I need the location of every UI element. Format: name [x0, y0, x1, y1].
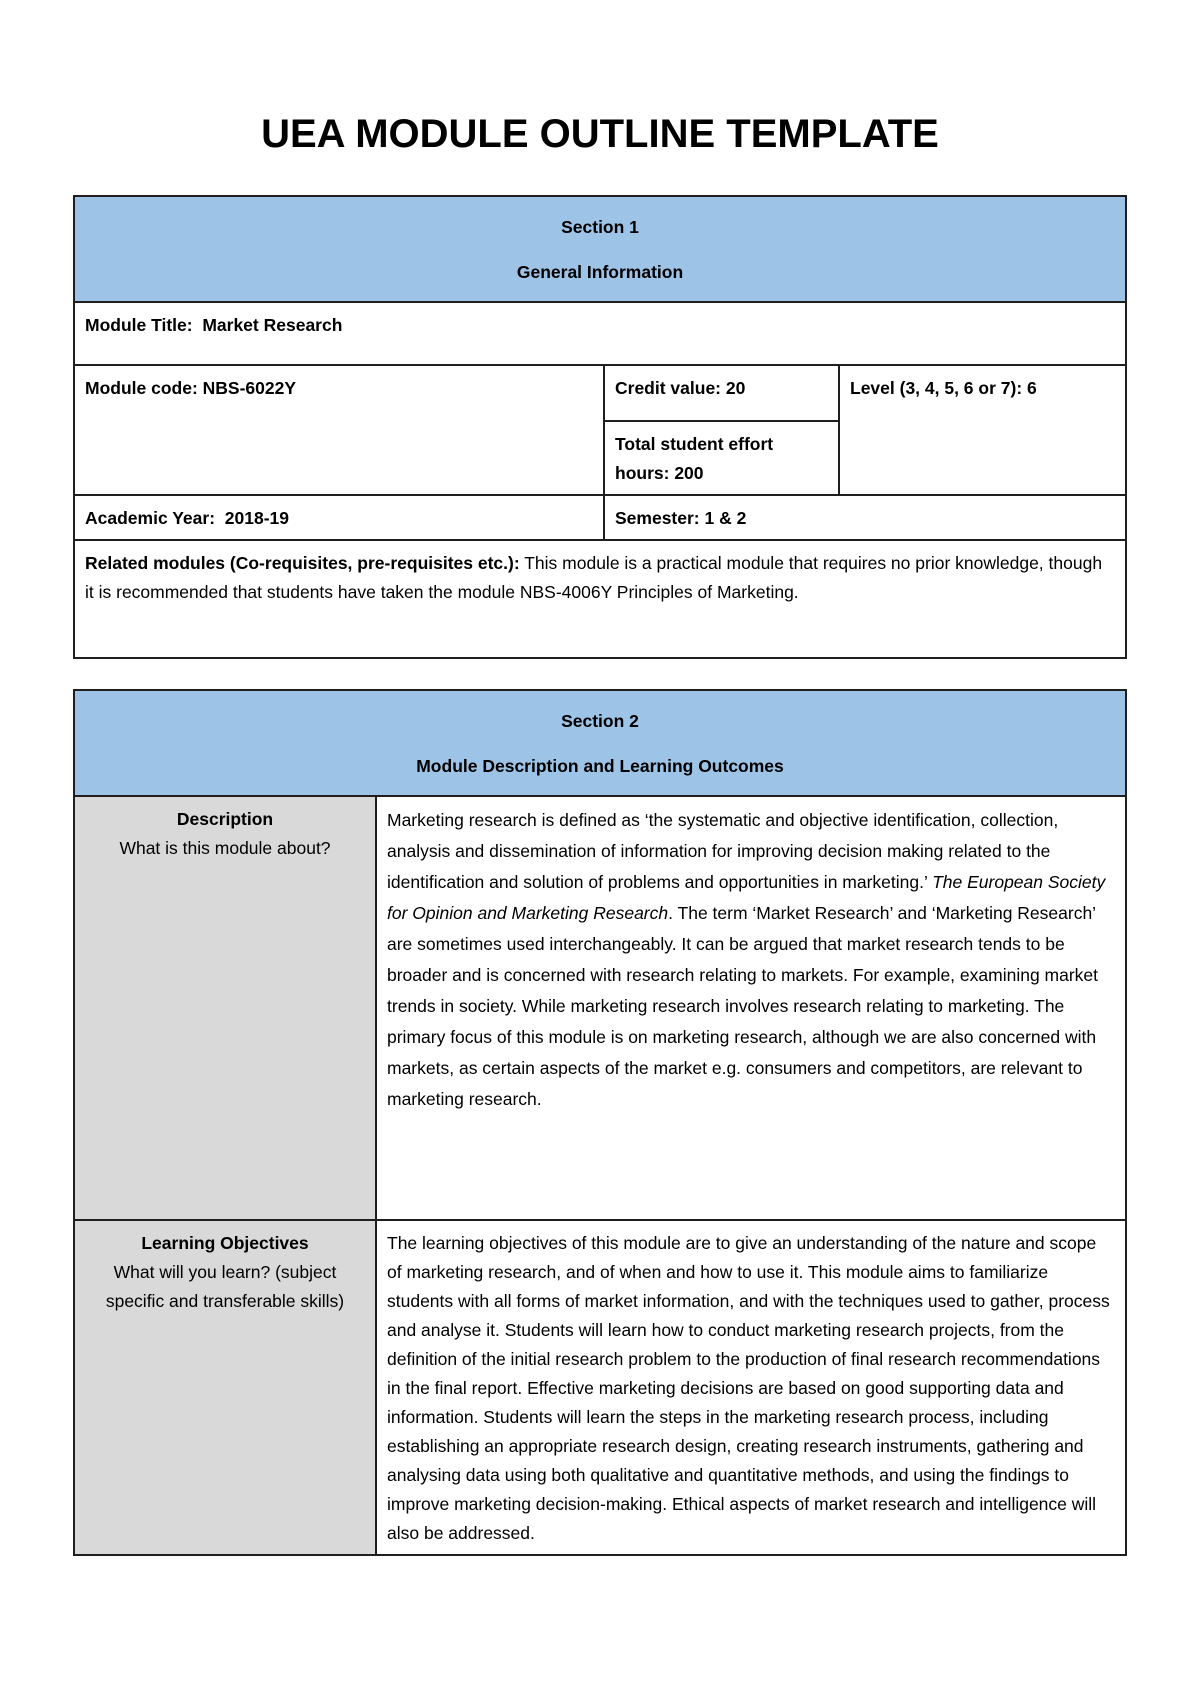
module-code-value: NBS-6022Y: [202, 378, 297, 398]
section1-table: [73, 195, 1127, 659]
semester-label: Semester:: [615, 508, 700, 528]
module-title-cell: [74, 302, 1126, 365]
level-value: 6: [1027, 378, 1037, 398]
section2-name: Module Description and Learning Outcomes: [416, 756, 784, 776]
objectives-text-cell: [376, 1220, 1126, 1555]
related-modules-text: This module is a practical module that requires no prior knowledge, though it is recommended that students have taken the module NBS-4006Y Principles of Marketing.: [85, 553, 1103, 602]
objectives-heading: Learning Objectives: [141, 1233, 309, 1253]
related-modules-cell: [74, 540, 1126, 658]
credit-value-label: Credit value:: [615, 378, 721, 398]
description-label-cell: [74, 796, 376, 1220]
section2-number: Section 2: [561, 711, 639, 731]
description-heading: Description: [176, 809, 274, 829]
page-title: UEA MODULE OUTLINE TEMPLATE: [261, 112, 939, 156]
section2-header: [74, 690, 1126, 796]
effort-hours-label: Total student effort hours:: [615, 434, 774, 483]
semester-value: 1 & 2: [704, 508, 747, 528]
academic-year-cell: [74, 495, 604, 540]
level-cell: [839, 365, 1126, 495]
module-title-value: Market Research: [202, 315, 343, 335]
module-title-label: Module Title:: [85, 315, 193, 335]
description-question: What is this module about?: [119, 838, 331, 858]
semester-cell: [604, 495, 1126, 540]
academic-year-value: 2018-19: [224, 508, 290, 528]
description-text-cell: [376, 796, 1126, 1220]
related-modules-label: Related modules (Co-requisites, pre-requisites etc.):: [85, 553, 520, 573]
description-text-part1: Marketing research is defined as ‘the systematic and objective identification, collection, analysis and dissemination of information for improving decision making related to the identification and solution of problems and opportunities in marketing.’: [387, 810, 1059, 892]
section1-number: Section 1: [561, 217, 639, 237]
description-source: The European Society for Opinion and Marketing Research: [387, 872, 1106, 923]
module-code-label: Module code:: [85, 378, 198, 398]
effort-hours-value: 200: [674, 463, 704, 483]
credit-value: 20: [725, 378, 746, 398]
level-label: Level (3, 4, 5, 6 or 7):: [850, 378, 1023, 398]
academic-year-label: Academic Year:: [85, 508, 216, 528]
objectives-question: What will you learn? (subject specific and transferable skills): [105, 1262, 345, 1311]
credit-value-cell: [604, 365, 839, 421]
objectives-text: The learning objectives of this module are to give an understanding of the nature and scope of marketing research, and of when and how to use it. This module aims to familiarize students with all forms of market information, and with the techniques used to gather, process and analyse it. Students will learn how to conduct marketing research projects, from the definition of the initial research problem to the production of final research recommendations in the final report. Effective marketing decisions are based on good supporting data and information. Students will learn the steps in the marketing research process, including establishing an appropriate research design, creating research instruments, gathering and analysing data using both qualitative and quantitative methods, and using the findings to improve marketing decision-making. Ethical aspects of market research and intelligence will also be addressed.: [387, 1233, 1110, 1543]
description-text-part2: . The term ‘Market Research’ and ‘Marketing Research’ are sometimes used interchangeably. It can be argued that market research tends to be broader and is concerned with research relating to markets. For example, examining market trends in society. While marketing research involves research relating to marketing. The primary focus of this module is on marketing research, although we are also concerned with markets, as certain aspects of the market e.g. consumers and competitors, are relevant to marketing research.: [387, 903, 1099, 1109]
module-code-cell: [74, 365, 604, 495]
section2-table: [73, 689, 1127, 1556]
effort-hours-cell: [604, 421, 839, 495]
objectives-label-cell: [74, 1220, 376, 1555]
section1-header: [74, 196, 1126, 302]
section1-name: General Information: [516, 262, 684, 282]
